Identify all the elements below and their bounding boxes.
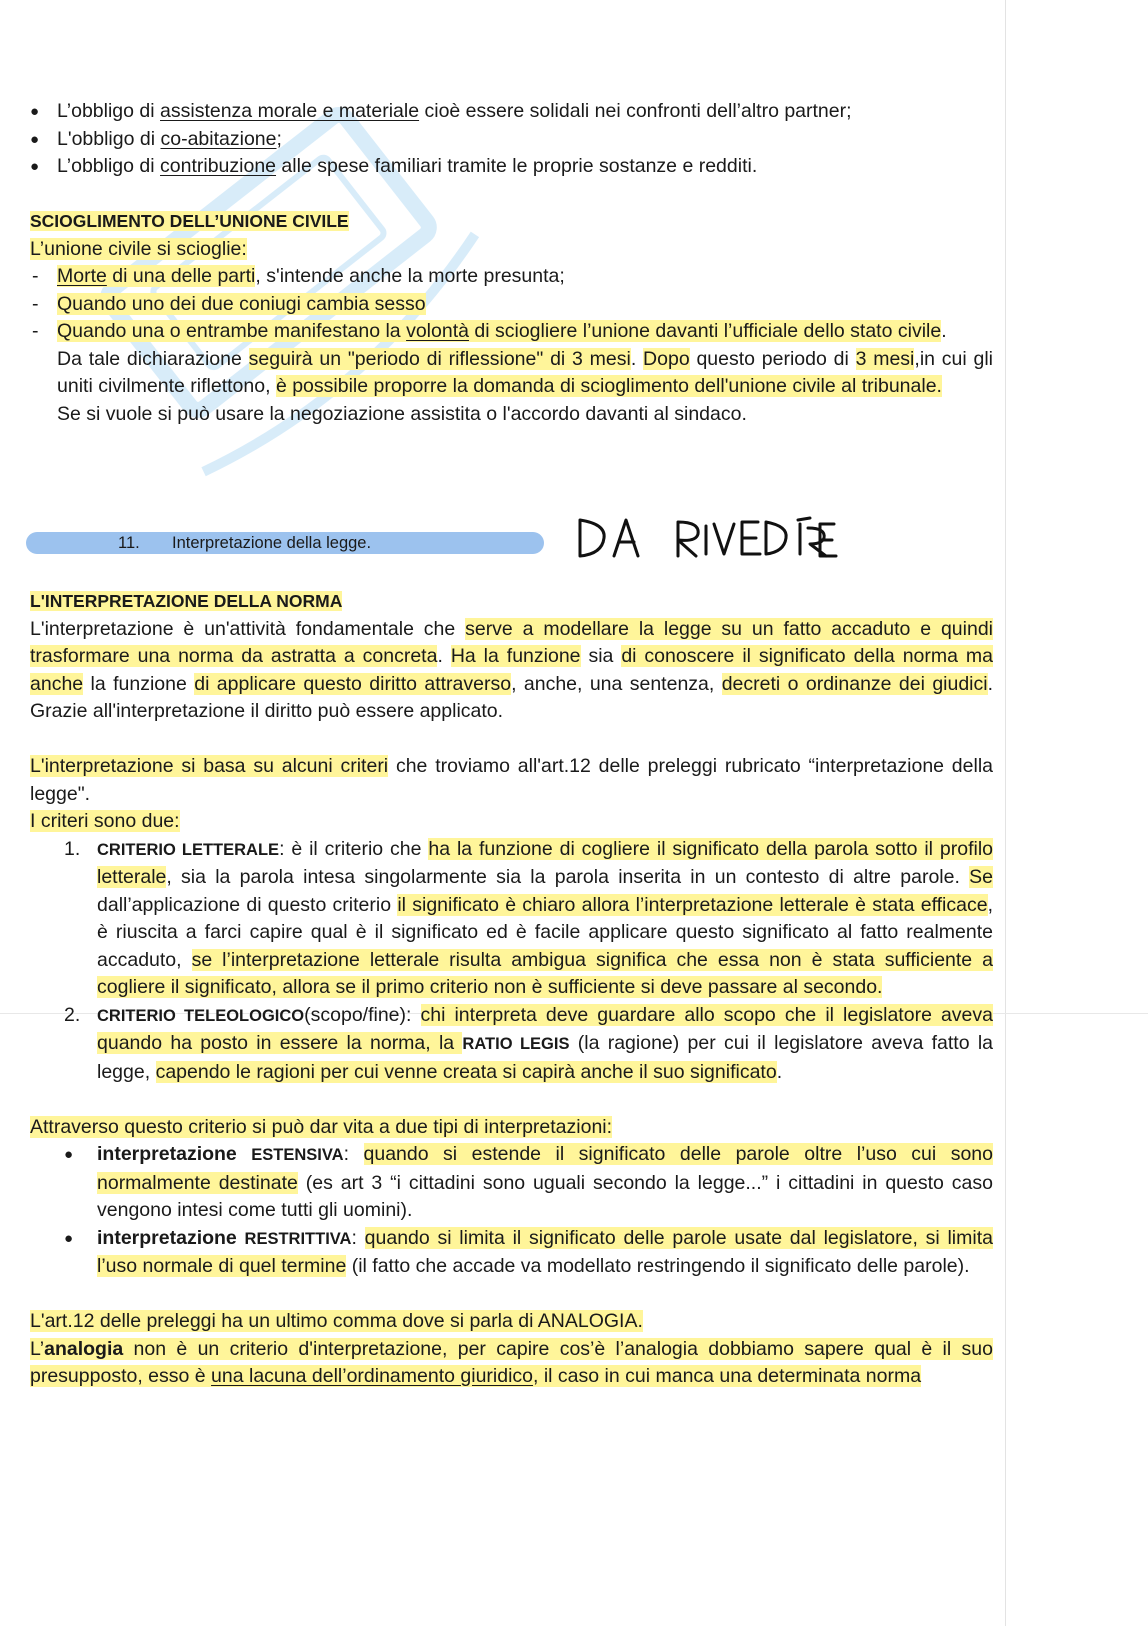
list-item: - Quando una o entrambe manifestano la volontà di sciogliere l’unione davanti l’ufficiale dello stato civile. (30, 318, 993, 346)
list-item: ● interpretazione RESTRITTIVA: quando si limita il significato delle parole usate dal legislatore, si limita l’uso normale di quel termine (il fatto che accade va modellato restringendo il significato delle parole). (30, 1225, 993, 1281)
list-item: 2. CRITERIO TELEOLOGICO(scopo/fine): chi interpreta deve guardare allo scopo che il legislatore aveva quando ha posto in essere la norma, la RATIO LEGIS (la ragione) per cui il legislatore aveva fatto la legge, capendo le ragioni per cui venne creata si capirà anche il suo significato. (64, 1003, 993, 1083)
handwritten-note-text: DA RIVEDERE (570, 564, 577, 565)
list-item: ● interpretazione ESTENSIVA: quando si estende il significato delle parole oltre l’uso cui sono normalmente destinate (es art 3 “i cittadini sono uguali secondo la legge...” i cittadini in questo caso vengono intesi come tutti gli uomini). (30, 1141, 993, 1225)
negoziazione-paragraph: Se si vuole si può usare la negoziazione assistita o l'accordo davanti al sindaco. (57, 402, 747, 425)
list-item: - Quando uno dei due coniugi cambia sesso (30, 291, 993, 319)
interpretazione-paragraph-1: L'interpretazione è un'attività fondamentale che serve a modellare la legge su un fatto accaduto e quindi trasformare una norma da astratta a concreta. Ha la funzione sia di conoscere il significato della norma ma anche la funzione di applicare questo diritto attraverso, anche, una sentenza, decreti o ordinanze dei giudici. Grazie all'interpretazione il diritto può essere applicato. (30, 617, 994, 722)
criteri-list (30, 836, 993, 1087)
section-heading (30, 518, 993, 578)
section-title: Interpretazione della legge. (172, 534, 372, 552)
list-item: ● L’obbligo di contribuzione alle spese familiari tramite le proprie sostanze e redditi. (30, 153, 993, 181)
handwritten-note-da-rivedere (568, 506, 838, 566)
list-item: - Morte di una delle parti, s'intende anche la morte presunta; (30, 263, 993, 291)
right-margin-line (1005, 0, 1006, 1626)
section-number: 11. (118, 534, 140, 552)
scioglimento-title: SCIOGLIMENTO DELL’UNIONE CIVILE (30, 211, 349, 231)
tipi-intro: Attraverso questo criterio si può dar vita a due tipi di interpretazioni: (30, 1115, 613, 1138)
list-item: ● L'obbligo di co-abitazione; (30, 126, 993, 154)
scioglimento-intro: L’unione civile si scioglie: (30, 237, 247, 260)
list-item: 1. CRITERIO LETTERALE: è il criterio che ha la funzione di cogliere il significato della parola sotto il profilo letterale, sia la parola intesa singolarmente sia la parola inserita in un contesto di altre parole. Se dall’applicazione di questo criterio il significato è chiaro allora l’interpretazione letterale è stata efficace, è riuscita a farci capire qual è il significato ed è facile applicare questo significato al fatto realmente accaduto, se l’interpretazione letterale risulta ambigua significa che essa non è stata sufficiente a cogliere il significato, allora se il primo criterio non è sufficiente si deve passare al secondo. (64, 837, 993, 998)
criteri-intro: I criteri sono due: (30, 810, 180, 832)
criteri-paragraph: L'interpretazione si basa su alcuni criteri che troviamo all'art.12 delle preleggi rubricato “interpretazione della legge". (30, 755, 994, 805)
tipi-list (30, 1141, 993, 1281)
analogia-paragraph: L’analogia non è un criterio d'interpretazione, per capire cos’è l’analogia dobbiamo sapere qual è il suo presupposto, esso è una lacuna dell’ordinamento giuridico, il caso in cui manca una determinata norma (30, 1337, 993, 1387)
obligations-list (30, 98, 993, 181)
section-bar (26, 532, 544, 554)
document-page (30, 98, 993, 1391)
scioglimento-list (30, 263, 993, 346)
interpretazione-title: L'INTERPRETAZIONE DELLA NORMA (30, 591, 343, 611)
riflessione-paragraph: Da tale dichiarazione seguirà un "periodo di riflessione" di 3 mesi. Dopo questo periodo di 3 mesi,in cui gli uniti civilmente riflettono, è possibile proporre la domanda di scioglimento dell'unione civile al tribunale. (57, 347, 994, 397)
analogia-intro: L'art.12 delle preleggi ha un ultimo comma dove si parla di ANALOGIA. (30, 1310, 643, 1332)
list-item: ● L’obbligo di assistenza morale e materiale cioè essere solidali nei confronti dell’altro partner; (30, 98, 993, 126)
